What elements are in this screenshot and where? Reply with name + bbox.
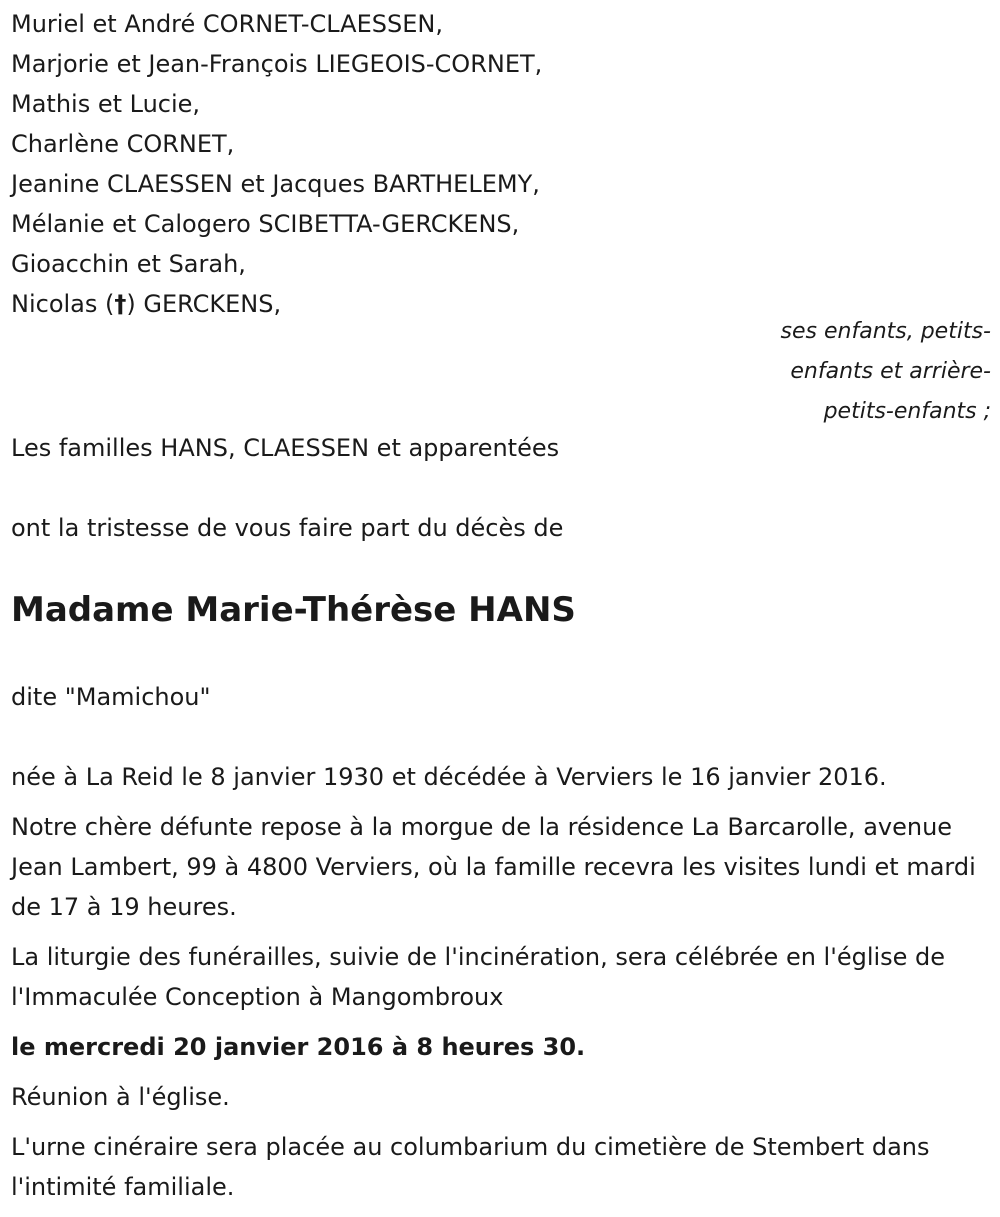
family-member-deceased: [11, 284, 542, 324]
family-member: Mélanie et Calogero SCIBETTA-GERCKENS,: [11, 210, 520, 238]
nickname-block: [11, 677, 211, 717]
family-members-list: [11, 4, 542, 324]
family-member-prefix: Nicolas (: [11, 290, 115, 318]
intro-block: [11, 508, 563, 548]
family-member: Muriel et André CORNET-CLAESSEN,: [11, 10, 443, 38]
meeting-paragraph: Réunion à l'église.: [11, 1083, 230, 1111]
birth-death-paragraph: née à La Reid le 8 janvier 1930 et décédée à Verviers le 16 janvier 2016.: [11, 763, 887, 791]
families-line: Les familles HANS, CLAESSEN et apparentées: [11, 434, 560, 462]
intro-line: ont la tristesse de vous faire part du décès de: [11, 514, 564, 542]
family-member: Gioacchin et Sarah,: [11, 250, 246, 278]
family-relation: [731, 312, 991, 432]
relation-line: ses enfants, petits-: [780, 319, 991, 344]
relation-line: enfants et arrière-: [790, 359, 991, 384]
deceased-nickname: dite "Mamichou": [11, 683, 211, 711]
dagger-icon: †: [114, 290, 127, 318]
urn-paragraph: L'urne cinéraire sera placée au columbarium du cimetière de Stembert dans l'intimité familiale.: [11, 1133, 930, 1201]
family-member: Charlène CORNET,: [11, 130, 235, 158]
liturgy-paragraph: La liturgie des funérailles, suivie de l'incinération, sera célébrée en l'église de l'Immaculée Conception à Mangombroux: [11, 943, 946, 1011]
families-block: [11, 428, 559, 468]
family-member: Jeanine CLAESSEN et Jacques BARTHELEMY,: [11, 170, 540, 198]
relation-line: petits-enfants ;: [823, 399, 991, 424]
family-member: Mathis et Lucie,: [11, 90, 201, 118]
deceased-name: Madame Marie-Thérèse HANS: [11, 590, 576, 630]
details-block: [11, 757, 991, 1217]
family-member: Marjorie et Jean-François LIEGEOIS-CORNET,: [11, 50, 543, 78]
rest-paragraph: Notre chère défunte repose à la morgue de la résidence La Barcarolle, avenue Jean Lambert, 99 à 4800 Verviers, où la famille recevra les visites lundi et mardi de 17 à 19 heures.: [11, 813, 976, 921]
ceremony-date: le mercredi 20 janvier 2016 à 8 heures 30.: [11, 1033, 586, 1061]
family-member-suffix: ) GERCKENS,: [126, 290, 282, 318]
